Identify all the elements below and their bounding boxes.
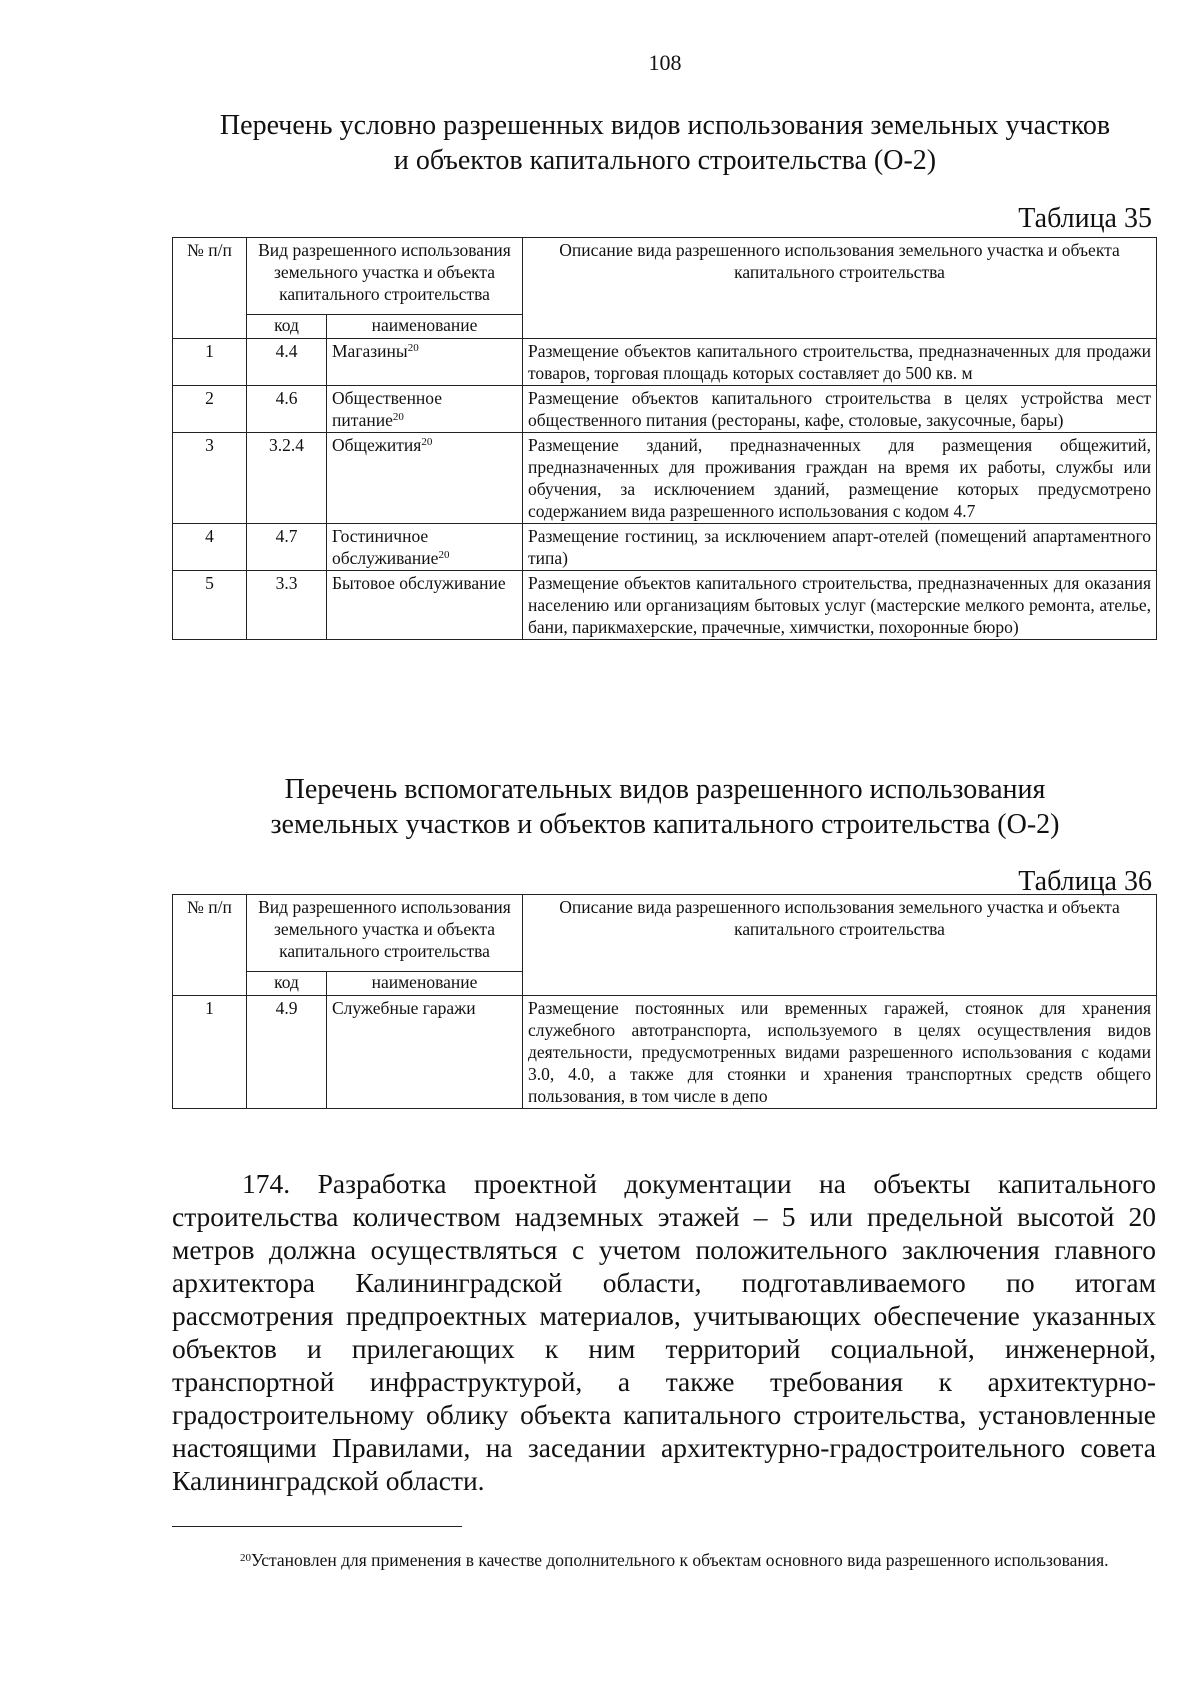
cell-code: 4.7	[247, 524, 327, 571]
cell-desc: Размещение зданий, предназначенных для размещения общежитий, предназначенных для проживания граждан на время их работы, службы или обучения, за исключением зданий, размещение которых предусмотрено содержанием вида разрешенного использования с кодом 4.7	[523, 433, 1157, 524]
cell-name	[327, 524, 523, 571]
table-35	[172, 237, 1157, 640]
header-code: код	[247, 972, 327, 996]
footnote-ref: 20	[438, 549, 450, 561]
use-name: Гостиничное обслуживание	[332, 526, 439, 568]
cell-code: 4.9	[247, 996, 327, 1109]
cell-desc: Размещение объектов капитального строительства, предназначенных для продажи товаров, торговая площадь которых составляет до 500 кв. м	[523, 339, 1157, 386]
header-name: наименование	[327, 972, 523, 996]
header-desc: Описание вида разрешенного использования земельного участка и объекта капитального строительства	[523, 895, 1157, 996]
cell-num: 1	[173, 339, 247, 386]
footnote-ref: 20	[392, 411, 404, 423]
cell-desc: Размещение объектов капитального строительства в целях устройства мест общественного питания (рестораны, кафе, столовые, закусочные, бары)	[523, 386, 1157, 433]
footnote-text: Установлен для применения в качестве дополнительного к объектам основного вида разрешенного использования.	[251, 1550, 1109, 1570]
cell-name	[327, 571, 523, 640]
cell-name	[327, 386, 523, 433]
cell-code: 3.3	[247, 571, 327, 640]
heading-line: Перечень вспомогательных видов разрешенного использования	[284, 774, 1046, 805]
table-36	[172, 894, 1157, 1109]
table-row	[173, 524, 1157, 571]
use-name: Магазины	[332, 341, 408, 361]
cell-desc: Размещение гостиниц, за исключением апарт-отелей (помещений апартаментного типа)	[523, 524, 1157, 571]
header-type: Вид разрешенного использования земельного участка и объекта капитального строительства	[247, 895, 523, 972]
header-type: Вид разрешенного использования земельного участка и объекта капитального строительства	[247, 238, 523, 315]
cell-desc: Размещение постоянных или временных гаражей, стоянок для хранения служебного автотранспорта, используемого в целях осуществления видов деятельности, предусмотренных видами разрешенного использования с кодами 3.0, 4.0, а также для стоянки и хранения транспортных средств общего пользования, в том числе в депо	[523, 996, 1157, 1109]
header-code: код	[247, 315, 327, 339]
use-name: Общественное питание	[332, 388, 443, 430]
header-num: № п/п	[173, 895, 247, 996]
table-35-caption: Таблица 35	[1018, 203, 1152, 234]
header-num: № п/п	[173, 238, 247, 339]
cell-desc: Размещение объектов капитального строительства, предназначенных для оказания населению или организациям бытовых услуг (мастерские мелкого ремонта, ателье, бани, парикмахерские, прачечные, химчистки, похоронные бюро)	[523, 571, 1157, 640]
footnote-ref: 20	[407, 342, 419, 354]
cell-num: 3	[173, 433, 247, 524]
cell-num: 4	[173, 524, 247, 571]
table-row	[173, 571, 1157, 640]
page-number: 108	[648, 50, 682, 75]
paragraph-174: 174. Разработка проектной документации на объекты капитального строительства количеством надземных этажей – 5 или предельной высотой 20 метров должна осуществляться с учетом положительного заключения главного архитектора Калининградской области, подготавливаемого по итогам рассмотрения предпроектных материалов, учитывающих обеспечение указанных объектов и прилегающих к ним территорий социальной, инженерной, транспортной инфраструктурой, а также требования к архитектурно-градостроительному облику объекта капитального строительства, установленные настоящими Правилами, на заседании архитектурно-градостроительного совета Калининградской области.	[172, 1168, 1156, 1496]
heading-line: и объектов капитального строительства (О-2)	[393, 145, 937, 176]
cell-num: 5	[173, 571, 247, 640]
footnote	[172, 1548, 1156, 1572]
cell-num: 1	[173, 996, 247, 1109]
use-name: Общежития	[332, 435, 422, 455]
cell-code: 4.4	[247, 339, 327, 386]
table-row	[173, 339, 1157, 386]
heading-line: земельных участков и объектов капитального строительства (О-2)	[270, 809, 1060, 840]
heading-conditional-uses	[170, 108, 1160, 178]
cell-name	[327, 339, 523, 386]
table-row	[173, 386, 1157, 433]
footnote-marker: 20	[240, 1552, 251, 1564]
header-desc: Описание вида разрешенного использования земельного участка и объекта капитального строительства	[523, 238, 1157, 339]
cell-code: 4.6	[247, 386, 327, 433]
cell-code: 3.2.4	[247, 433, 327, 524]
cell-num: 2	[173, 386, 247, 433]
table-row	[173, 996, 1157, 1109]
cell-name	[327, 433, 523, 524]
heading-line: Перечень условно разрешенных видов использования земельных участков	[219, 110, 1111, 141]
footnote-divider	[172, 1526, 462, 1527]
heading-auxiliary-uses	[170, 772, 1160, 842]
table-36-caption: Таблица 36	[1018, 866, 1152, 897]
use-name: Бытовое обслуживание	[332, 573, 506, 593]
header-name: наименование	[327, 315, 523, 339]
cell-name: Служебные гаражи	[327, 996, 523, 1109]
footnote-ref: 20	[421, 436, 433, 448]
table-row	[173, 433, 1157, 524]
